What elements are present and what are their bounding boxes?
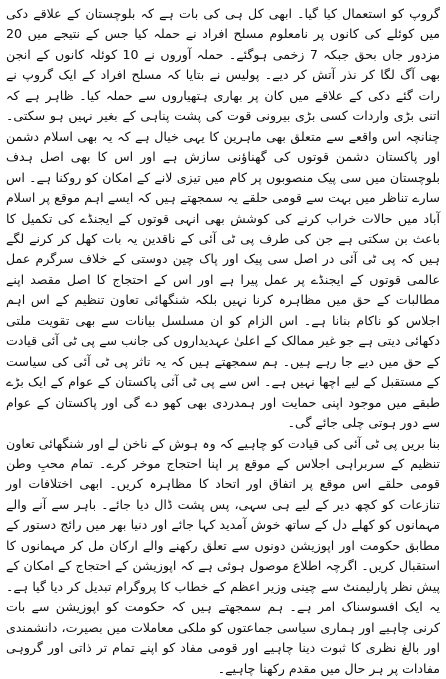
article-paragraph-2: بنا بریں پی ٹی آئی کی قیادت کو چاہیے کہ وہ ہوش کے ناخن لے اور شنگھائی تعاون تنظیم کے سربراہی اجلاس کے موقع پر اپنا احتجاج موخر کرے۔ تمام محبِ وطن قومی حلقے اس موقع پر اتفاق اور اتحاد کا مظاہرہ کریں۔ ابھی اختلافات اور تنازعات کو کچھ دیر کے لیے ہی سہی، پس پشت ڈال دیا جائے۔ باہر سے آنے والے مہمانوں کو کھلے دل کے ساتھ خوش آمدید کہا جائے اور دنیا بھر میں رائج دستور کے مطابق حکومت اور اپوزیشن دونوں سے تعلق رکھنے والے ارکان مل کر مہمانوں کا استقبال کریں۔ اگرچہ اطلاع موصول ہوئی ہے کہ اپوزیشن کے احتجاج کے امکان کے پیش نظر پارلیمنٹ سے چینی وزیر اعظم کے خطاب کا پروگرام تبدیل کر دیا گیا ہے۔ یہ ایک افسوسناک امر ہے۔ ہم سمجھتے ہیں کہ حکومت کو اپوزیشن سے بات کرنی چاہیے اور ہماری سیاسی جماعتوں کو ملکی معاملات میں بصیرت، دانشمندی اور بالغ نظری کا ثبوت دینا چاہیے اور قومی مفاد کو اپنے تمام تر ذاتی اور گروہی مفادات پر ہر حال میں مقدم رکھنا چاہیے۔	[6, 435, 440, 676]
article-paragraph-1: گروپ کو استعمال کیا گیا۔ ابھی کل ہی کی بات ہے کہ بلوچستان کے علاقے دکی میں کوئلے کی کانوں پر نامعلوم مسلح افراد نے حملہ کیا جس کے نتیجے میں 20 مزدور جاں بحق جبکہ 7 زخمی ہوگئے۔ حملہ آوروں نے 10 کوئلہ کانوں کے انجن بھی آگ لگا کر نذر آتش کر دیے۔ پولیس نے بتایا کہ مسلح افراد کے ایک گروپ نے رات گئے دکی کے علاقے میں کان پر بھاری ہتھیاروں سے حملہ کیا۔ ظاہر ہے کہ اتنی بڑی واردات کسی بڑی بیرونی قوت کی پشت پناہی کے بغیر نہیں ہو سکتی۔ چنانچہ اس واقعے سے متعلق بھی ماہرین کا یہی خیال ہے کہ یہ بھی اسلام دشمن اور پاکستان دشمن قوتوں کی گھناؤنی سازش ہے اور اس کا بھی اصل ہدف بلوچستان میں سی پیک منصوبوں پر کام میں تیزی لانے کے امکان کو روکنا ہے۔ اس سارے تناظر میں بہت سے قومی حلقے یہ سمجھتے ہیں کہ ایسے اہم موقع پر اسلام آباد میں حالات خراب کرنے کی کوشش بھی انہی قوتوں کے ایجنڈے کی تکمیل کا باعث بن سکتی ہے جن کی طرف پی ٹی آئی کے ناقدین یہ بات کھل کر کرنے لگے ہیں کہ پی ٹی آئی در اصل سی پیک اور پاک چین دوستی کے خلاف سرگرم عمل عالمی قوتوں کے ایجنڈے پر عمل پیرا ہے اور اس کے احتجاج کا اصل مقصد اپنے مطالبات کے حق میں مظاہرہ کرنا نہیں بلکہ شنگھائی تعاون تنظیم کے اس اہم اجلاس کو ناکام بنانا ہے۔ اس الزام کو ان مسلسل بیانات سے بھی تقویت ملتی دکھائی دیتی ہے جو غیر ممالک کے اعلیٰ عہدیداروں کی جانب سے پی ٹی آئی قیادت کے حق میں دیے جا رہے ہیں۔ ہم سمجھتے ہیں کہ یہ تاثر پی ٹی آئی کی سیاست کے مستقبل کے لیے اچھا نہیں ہے۔ اس سے پی ٹی آئی پاکستان کے عوام کے ایک بڑے طبقے میں موجود اپنی حمایت اور ہمدردی بھی کھو دے گی اور پاکستان کے عوام سے دور ہوتی چلی جائے گی۔	[6, 6, 441, 431]
